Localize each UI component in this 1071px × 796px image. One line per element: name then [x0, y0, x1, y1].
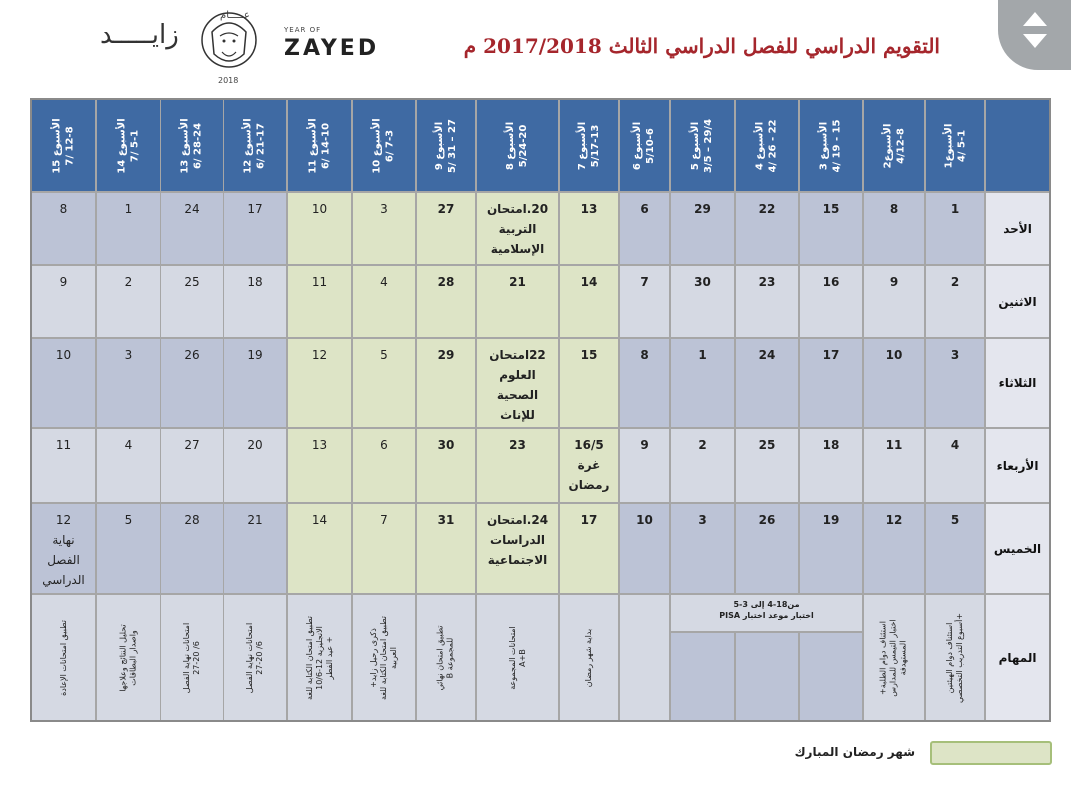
week-header-label: الأسبوع 13 6/ 28-24	[179, 117, 204, 174]
day-cell: 23	[736, 266, 798, 337]
year-of-zayed-logo	[100, 8, 380, 88]
day-cell: 2	[97, 266, 160, 337]
day-cell: 11	[32, 429, 95, 502]
day-cell: 24.امتحان الدراسات الاجتماعية	[477, 504, 558, 593]
day-cell: 10	[32, 339, 95, 427]
task-text: تحليل النتائج وعلاجها واصدار البطاقات	[118, 623, 138, 692]
task-cell	[620, 595, 669, 720]
day-cell: 14	[560, 266, 618, 337]
day-cell: 29	[417, 339, 475, 427]
day-cell: 4	[97, 429, 160, 502]
task-text: بداية شهر رمضان	[584, 628, 594, 687]
day-cell: 22	[736, 193, 798, 264]
ramadan-legend-swatch	[930, 741, 1052, 765]
day-cell: 3	[97, 339, 160, 427]
day-cell: 30	[417, 429, 475, 502]
day-cell: 3	[671, 504, 734, 593]
day-cell: 13	[288, 429, 351, 502]
task-cell	[417, 595, 475, 720]
day-label: الاثنين	[986, 266, 1049, 337]
task-cell	[97, 595, 160, 720]
week-header-label: الأسبوع 9 5/ 31 – 27	[433, 118, 458, 173]
week-header-label: الأسبوع 8 5/24-20	[505, 121, 530, 170]
day-label: الأحد	[986, 193, 1049, 264]
day-cell: 23	[477, 429, 558, 502]
week-header	[353, 100, 415, 191]
day-cell: 27	[161, 429, 223, 502]
week-header-label: الأسبوع 6 5/10-6	[632, 121, 657, 170]
day-cell: 27	[417, 193, 475, 264]
day-cell: 11	[864, 429, 924, 502]
day-cell: 12	[864, 504, 924, 593]
day-cell: 13	[560, 193, 618, 264]
day-label: الأربعاء	[986, 429, 1049, 502]
day-cell: 1	[97, 193, 160, 264]
day-cell: 28	[161, 504, 223, 593]
week-header	[736, 100, 798, 191]
day-cell: 12	[288, 339, 351, 427]
day-cell: 26	[736, 504, 798, 593]
day-cell: 5	[353, 339, 415, 427]
day-cell: 19	[224, 339, 286, 427]
week-header-label: الأسبوع 4 4/ 26 - 22	[754, 118, 779, 173]
day-cell: 22امتحان العلوم الصحية للإناث	[477, 339, 558, 427]
day-cell: 2	[671, 429, 734, 502]
day-cell: 5	[97, 504, 160, 593]
day-cell: 8	[620, 339, 669, 427]
day-cell: 9	[864, 266, 924, 337]
day-cell: 3	[926, 339, 984, 427]
day-cell: 11	[288, 266, 351, 337]
day-cell: 17	[224, 193, 286, 264]
week-header	[671, 100, 734, 191]
task-cell	[864, 595, 924, 720]
task-cell	[736, 633, 798, 720]
week-header-label: الأسبوع 3 4/ 19 - 15	[818, 118, 843, 173]
day-cell: 31	[417, 504, 475, 593]
task-cell	[224, 595, 286, 720]
task-text: امتحانات نهاية الفصل 6/ 27-20	[245, 622, 264, 693]
day-label: الثلاثاء	[986, 339, 1049, 427]
day-cell: 16/5 غرة رمضان	[560, 429, 618, 502]
day-cell: 18	[224, 266, 286, 337]
day-cell: 6	[620, 193, 669, 264]
task-text: امتحانات المجموعة A+B	[507, 625, 527, 690]
scroll-toggle-button[interactable]	[998, 0, 1071, 70]
week-header-label: الأسبوع 12 6/ 21-17	[242, 117, 267, 174]
task-text: امتحانات نهاية الفصل 6/ 27-20	[182, 622, 201, 693]
day-cell: 21	[224, 504, 286, 593]
task-text: تطبيق امتحان نهائي للمجموعة B	[436, 624, 455, 691]
calendar-table	[30, 98, 1051, 722]
task-text: تطبيق امتحان الكتابة للغة الانجليزية 12-10/6 + عيد الفطر	[304, 615, 334, 700]
week-header	[864, 100, 924, 191]
day-cell: 14	[288, 504, 351, 593]
day-cell: 19	[800, 504, 862, 593]
zayed-portrait-icon	[200, 10, 258, 72]
day-cell: 21	[477, 266, 558, 337]
day-cell: 8	[864, 193, 924, 264]
day-cell: 4	[926, 429, 984, 502]
week-header	[417, 100, 475, 191]
day-cell: 30	[671, 266, 734, 337]
day-cell: 28	[417, 266, 475, 337]
week-header-label: الأسبوع1 4/ 5-1	[942, 123, 967, 168]
day-cell: 20	[224, 429, 286, 502]
day-cell: 10	[864, 339, 924, 427]
day-cell: 18	[800, 429, 862, 502]
logo-zayed: ZAYED	[284, 36, 380, 61]
week-header	[97, 100, 160, 191]
day-cell: 20.امتحان التربية الإسلامية	[477, 193, 558, 264]
week-header-label: الأسبوع2 4/12-8	[881, 123, 906, 168]
logo-year-of: YEAR OF	[284, 26, 322, 34]
logo-arabic-small: عـــــام	[220, 10, 250, 21]
task-text: استئناف دوام الهيئتين +أسبوع التدريب التخصصي	[945, 612, 965, 703]
tasks-label: المهام	[986, 595, 1049, 720]
day-cell: 6	[353, 429, 415, 502]
day-cell: 24	[161, 193, 223, 264]
week-header	[560, 100, 618, 191]
day-cell: 7	[353, 504, 415, 593]
task-cell	[800, 633, 862, 720]
week-header	[800, 100, 862, 191]
up-down-arrows-icon	[1020, 10, 1050, 50]
day-cell: 17	[800, 339, 862, 427]
week-header	[288, 100, 351, 191]
day-cell: 10	[620, 504, 669, 593]
task-cell	[477, 595, 558, 720]
week-header	[161, 100, 223, 191]
day-cell: 12 نهاية الفصل الدراسي	[32, 504, 95, 593]
week-header	[224, 100, 286, 191]
day-cell: 26	[161, 339, 223, 427]
task-text: تطبيق امتحانات الإعادة	[58, 619, 68, 696]
week-header	[620, 100, 669, 191]
pisa-note: من18-4 إلى 3-5 اختبار موعد اختبار PISA	[671, 595, 862, 631]
task-text: استئناف دوام الطلبة+ اختبار التيمس للمدارس المستهدفة	[879, 618, 908, 697]
week-header	[32, 100, 95, 191]
day-cell: 1	[671, 339, 734, 427]
day-cell: 15	[560, 339, 618, 427]
task-cell	[288, 595, 351, 720]
day-cell: 17	[560, 504, 618, 593]
day-cell: 8	[32, 193, 95, 264]
week-header-label: الأسبوع 10 6/ 7-3	[371, 117, 396, 174]
header-corner	[986, 100, 1049, 191]
week-header-label: الأسبوع 11 6/ 14-10	[307, 117, 332, 174]
week-header-label: الأسبوع 5 3/5 – 29/4	[690, 118, 715, 173]
week-header	[926, 100, 984, 191]
day-cell: 4	[353, 266, 415, 337]
logo-year: 2018	[218, 76, 239, 85]
day-cell: 15	[800, 193, 862, 264]
day-cell: 9	[620, 429, 669, 502]
day-cell: 7	[620, 266, 669, 337]
page-title: التقويم الدراسي للفصل الدراسي الثالث 2017/2018 م	[463, 34, 940, 58]
day-cell: 5	[926, 504, 984, 593]
task-cell	[161, 595, 223, 720]
day-cell: 25	[161, 266, 223, 337]
task-cell	[353, 595, 415, 720]
day-cell: 24	[736, 339, 798, 427]
day-cell: 25	[736, 429, 798, 502]
day-cell: 1	[926, 193, 984, 264]
week-header-label: الأسبوع 14 7/ 5-1	[116, 117, 141, 174]
day-cell: 16	[800, 266, 862, 337]
week-header-label: الأسبوع 15 7/ 12-8	[51, 117, 76, 174]
task-text: ذكرى رحيل زايد+ تطبيق امتحان الكتابة للغة العربية	[369, 615, 398, 700]
task-cell	[560, 595, 618, 720]
day-label: الخميس	[986, 504, 1049, 593]
ramadan-legend-label: شهر رمضان المبارك	[794, 745, 915, 759]
day-cell: 2	[926, 266, 984, 337]
day-cell: 29	[671, 193, 734, 264]
week-header	[477, 100, 558, 191]
task-cell	[32, 595, 95, 720]
task-cell	[926, 595, 984, 720]
day-cell: 3	[353, 193, 415, 264]
day-cell: 9	[32, 266, 95, 337]
day-cell: 10	[288, 193, 351, 264]
logo-arabic-name: زايـــــد	[100, 20, 179, 50]
task-cell	[671, 633, 734, 720]
week-header-label: الأسبوع 7 5/17-13	[577, 121, 601, 170]
